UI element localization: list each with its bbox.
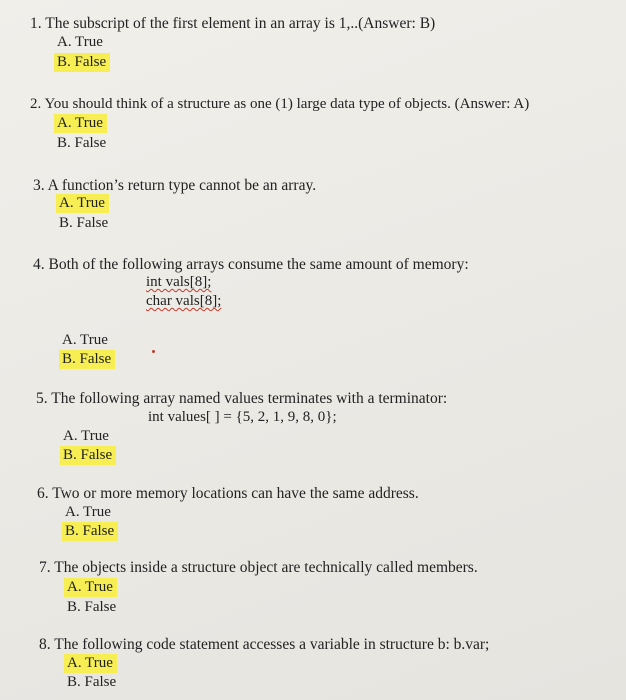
q6-option-a: A. True	[65, 504, 111, 520]
q2-option-a-highlighted: A. True	[54, 114, 107, 133]
question-5	[36, 389, 626, 408]
question-6	[37, 484, 626, 503]
q8-option-a-highlighted: A. True	[64, 654, 117, 673]
q5-option-b-highlighted: B. False	[60, 446, 116, 465]
q1-option-a: A. True	[57, 34, 103, 50]
q5-code-line-1: int values[ ] = {5, 2, 1, 9, 8, 0};	[148, 409, 337, 425]
q7-option-a-highlighted: A. True	[64, 578, 117, 597]
q2-option-b: B. False	[57, 135, 107, 151]
q4-code-line-1: int vals[8];	[146, 274, 212, 290]
question-7-text: 7. The objects inside a structure object are technically called members.	[39, 559, 478, 576]
question-3-text: 3. A function’s return type cannot be an array.	[33, 177, 317, 194]
question-8-text: 8. The following code statement accesses a variable in structure b: b.var;	[39, 636, 490, 653]
q1-option-b-highlighted: B. False	[54, 53, 110, 72]
question-2	[30, 95, 626, 114]
q4-option-a: A. True	[62, 332, 108, 348]
question-8	[39, 635, 626, 654]
question-1	[30, 14, 626, 33]
q4-code-line-2: char vals[8];	[146, 293, 222, 309]
q3-option-a-highlighted: A. True	[56, 194, 109, 213]
question-4-text: 4. Both of the following arrays consume the same amount of memory:	[33, 256, 469, 273]
question-2-text: 2. You should think of a structure as one (1) large data type of objects. (Answer: A)	[30, 96, 530, 112]
question-7	[39, 558, 626, 577]
question-6-text: 6. Two or more memory locations can have the same address.	[37, 485, 419, 502]
question-5-text: 5. The following array named values terminates with a terminator:	[36, 390, 448, 407]
q3-option-b: B. False	[59, 215, 109, 231]
question-4	[33, 255, 626, 274]
q5-option-a: A. True	[63, 428, 109, 444]
q8-option-b: B. False	[67, 674, 117, 690]
red-mark-dot	[152, 350, 155, 353]
q4-option-b-highlighted: B. False	[59, 350, 115, 369]
q7-option-b: B. False	[67, 599, 117, 615]
question-1-text: 1. The subscript of the first element in an array is 1,..(Answer: B)	[30, 15, 436, 32]
q6-option-b-highlighted: B. False	[62, 522, 118, 541]
question-3	[33, 176, 626, 195]
